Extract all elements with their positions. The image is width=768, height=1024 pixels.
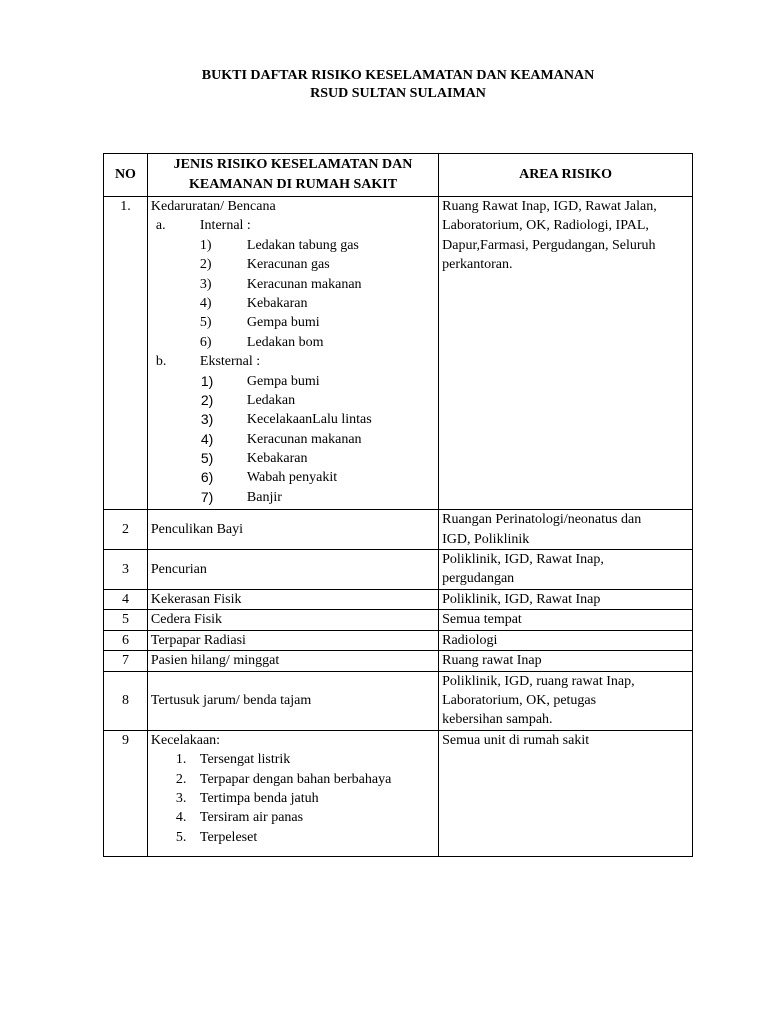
area-line: Laboratorium, OK, petugas — [442, 692, 597, 708]
area-line: Poliklinik, IGD, Rawat Inap, — [442, 552, 604, 568]
risk-area-cell — [439, 651, 693, 671]
list-item-text: Tersiram air panas — [199, 810, 304, 826]
list-item-text: Terpeleset — [199, 829, 258, 845]
header-jenis-text: JENIS RISIKO KESELAMATAN DAN KEAMANAN DI RUMAH SAKIT — [173, 157, 413, 192]
area-line: pergudangan — [442, 571, 515, 587]
area-line: Ruang Rawat Inap, IGD, Rawat Jalan, — [442, 199, 657, 214]
header-area: AREA RISIKO — [439, 154, 693, 197]
risk-area-cell — [439, 550, 693, 590]
list-marker: 1) — [199, 237, 212, 253]
list-item-text: KecelakaanLalu lintas — [246, 412, 372, 428]
internal-item — [151, 275, 435, 294]
list-marker: 6) — [200, 469, 214, 486]
table-row — [104, 610, 693, 630]
risk-type: Terpapar Radiasi — [147, 630, 438, 650]
internal-item — [151, 236, 435, 255]
list-marker: 5) — [199, 315, 212, 331]
row-number: 1. — [104, 197, 148, 510]
list-item-text: Terpapar dengan bahan berbahaya — [199, 771, 392, 787]
external-list — [151, 372, 435, 508]
list-marker: 7) — [200, 488, 214, 505]
simple-rows — [104, 510, 693, 730]
table-header-row — [104, 154, 693, 197]
list-marker: 6) — [199, 334, 212, 350]
list-item-text: Keracunan makanan — [246, 276, 362, 292]
external-label: Eksternal : — [199, 354, 261, 370]
table-row — [104, 630, 693, 650]
external-item — [151, 372, 435, 391]
external-item — [151, 488, 435, 507]
area-line: Radiologi — [442, 632, 498, 648]
internal-item — [151, 294, 435, 313]
area-text — [442, 731, 689, 750]
internal-heading — [151, 216, 435, 235]
list-marker: 1. — [175, 752, 187, 768]
list-item-text: Keracunan gas — [246, 257, 330, 273]
list-marker: 2. — [175, 771, 187, 787]
list-item-text: Tertimpa benda jatuh — [199, 790, 319, 806]
list-marker: 3) — [200, 411, 214, 428]
row-number: 4 — [104, 589, 148, 609]
header-jenis — [147, 154, 438, 197]
list-marker: 2) — [200, 391, 214, 408]
external-item — [151, 468, 435, 487]
area-line: perkantoran. — [442, 257, 513, 273]
list-marker: 5. — [175, 829, 187, 845]
area-text — [442, 651, 689, 670]
list-marker: 1) — [200, 372, 214, 389]
accident-item — [151, 770, 435, 789]
row9-area-cell — [439, 730, 693, 856]
list-item-text: Wabah penyakit — [246, 470, 338, 486]
list-item-text: Tersengat listrik — [199, 752, 291, 768]
risk-area-cell — [439, 589, 693, 609]
area-text — [442, 590, 689, 609]
accident-item — [151, 828, 435, 847]
risk-type: Pencurian — [147, 550, 438, 590]
internal-marker: a. — [155, 218, 166, 234]
area-text — [442, 672, 689, 730]
internal-list — [151, 236, 435, 352]
row9-list — [151, 750, 435, 847]
area-line: Ruangan Perinatologi/neonatus dan — [442, 512, 642, 528]
list-marker: 4. — [175, 810, 187, 826]
row1-jenis-cell — [147, 197, 438, 510]
row-number: 8 — [104, 671, 148, 730]
row-number: 7 — [104, 651, 148, 671]
row-number: 2 — [104, 510, 148, 550]
list-item-text: Ledakan tabung gas — [246, 237, 359, 253]
area-line: IGD, Poliklinik — [442, 531, 530, 547]
row1-title: Kedaruratan/ Bencana — [150, 199, 276, 214]
internal-item — [151, 255, 435, 274]
risk-type: Kekerasan Fisik — [147, 589, 438, 609]
external-item — [151, 449, 435, 468]
list-item-text: Ledakan — [246, 392, 296, 408]
risk-type: Pasien hilang/ minggat — [147, 651, 438, 671]
list-marker: 3. — [175, 790, 187, 806]
table-row — [104, 730, 693, 856]
accident-item — [151, 789, 435, 808]
table-row — [104, 651, 693, 671]
header-no: NO — [104, 154, 148, 197]
external-heading — [151, 352, 435, 371]
internal-item — [151, 313, 435, 332]
area-line: Poliklinik, IGD, ruang rawat Inap, — [442, 673, 635, 689]
area-text — [442, 550, 689, 589]
external-item — [151, 410, 435, 429]
risk-area-cell — [439, 671, 693, 730]
list-item-text: Kebakaran — [246, 451, 308, 467]
internal-item — [151, 333, 435, 352]
row-number: 6 — [104, 630, 148, 650]
list-item-text: Keracunan makanan — [246, 431, 362, 447]
list-item-text: Gempa bumi — [246, 373, 320, 389]
list-marker: 4) — [199, 295, 212, 311]
risk-type: Cedera Fisik — [147, 610, 438, 630]
external-marker: b. — [155, 354, 167, 370]
risk-type: Penculikan Bayi — [147, 510, 438, 550]
document-title: BUKTI DAFTAR RISIKO KESELAMATAN DAN KEAMANAN — [201, 68, 595, 83]
list-marker: 5) — [200, 450, 214, 467]
risk-area-cell — [439, 630, 693, 650]
risk-type: Tertusuk jarum/ benda tajam — [147, 671, 438, 730]
area-line: Poliklinik, IGD, Rawat Inap — [442, 591, 601, 607]
row-number: 5 — [104, 610, 148, 630]
table-row — [104, 197, 693, 510]
table-row — [104, 550, 693, 590]
document-subtitle: RSUD SULTAN SULAIMAN — [310, 86, 486, 101]
area-line: Dapur,Farmasi, Pergudangan, Seluruh — [442, 237, 656, 253]
table-row — [104, 510, 693, 550]
accident-item — [151, 750, 435, 769]
risk-table — [103, 153, 693, 857]
list-item-text: Gempa bumi — [246, 315, 320, 331]
area-text — [442, 631, 689, 650]
area-text — [442, 197, 689, 275]
area-line: Semua tempat — [442, 612, 522, 628]
row1-area-cell — [439, 197, 693, 510]
area-line: Semua unit di rumah sakit — [442, 732, 590, 748]
external-item — [151, 391, 435, 410]
list-marker: 2) — [199, 257, 212, 273]
internal-label: Internal : — [199, 218, 251, 234]
row-number: 9 — [104, 730, 148, 856]
area-line: kebersihan sampah. — [442, 712, 553, 728]
area-text — [442, 510, 689, 549]
area-line: Laboratorium, OK, Radiologi, IPAL, — [442, 218, 649, 234]
row9-title: Kecelakaan: — [150, 732, 221, 748]
list-item-text: Kebakaran — [246, 295, 308, 311]
risk-area-cell — [439, 510, 693, 550]
area-text — [442, 610, 689, 629]
list-item-text: Ledakan bom — [246, 334, 324, 350]
row-number: 3 — [104, 550, 148, 590]
external-item — [151, 430, 435, 449]
risk-area-cell — [439, 610, 693, 630]
list-marker: 4) — [200, 430, 214, 447]
list-item-text: Banjir — [246, 489, 282, 505]
accident-item — [151, 808, 435, 827]
table-row — [104, 589, 693, 609]
row9-jenis-cell — [147, 730, 438, 856]
list-marker: 3) — [199, 276, 212, 292]
area-line: Ruang rawat Inap — [442, 653, 542, 669]
table-row — [104, 671, 693, 730]
